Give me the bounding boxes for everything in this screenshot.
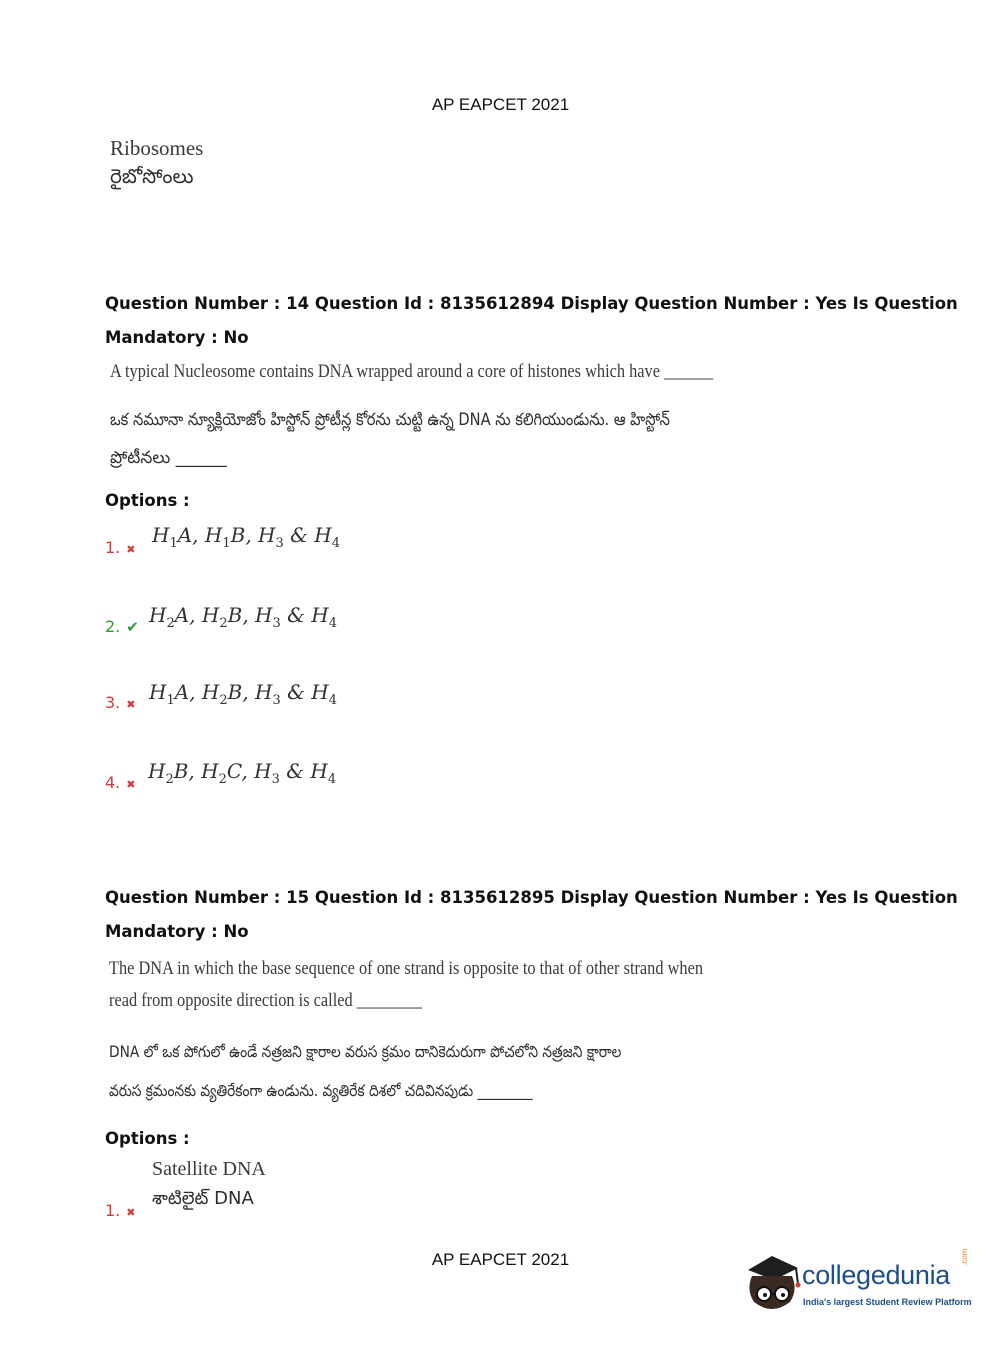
logo-suffix: .com xyxy=(960,1248,969,1266)
q14-option-2[interactable] xyxy=(105,617,139,636)
q14-text-en: A typical Nucleosome contains DNA wrapped around a core of histones which have ______ xyxy=(110,361,714,382)
q15-option-1-te: శాటిలైట్ DNA xyxy=(152,1188,254,1209)
q15-meta-line1: Question Number : 15 Question Id : 8135612895 Display Question Number : Yes Is Question xyxy=(105,888,958,907)
option-number: 3. xyxy=(105,693,121,712)
option-number: 1. xyxy=(105,538,121,557)
logo-wordmark: collegedunia xyxy=(802,1260,951,1290)
collegedunia-logo xyxy=(742,1250,972,1320)
q14-option-2-formula: $H_2A$, $H_2B$, $H_3$ & $H_4$ xyxy=(149,603,338,631)
option-number: 4. xyxy=(105,773,121,792)
mascot-icon xyxy=(742,1250,802,1316)
q15-option-1-en: Satellite DNA xyxy=(152,1158,266,1180)
prev-answer-te: రైబోసోంలు xyxy=(110,164,194,188)
q14-meta-line1: Question Number : 14 Question Id : 8135612894 Display Question Number : Yes Is Question xyxy=(105,294,958,313)
q14-meta-line2: Mandatory : No xyxy=(105,328,249,347)
q15-option-1[interactable] xyxy=(105,1201,135,1220)
q15-text-en-2: read from opposite direction is called ________ xyxy=(109,990,423,1011)
cross-mark-icon: ✖ xyxy=(126,1206,136,1219)
cross-mark-icon: ✖ xyxy=(126,543,136,556)
q15-text-te-2: వరుస క్రమంనకు వ్యతిరేకంగా ఉండును. వ్యతిరేక దిశలో చదివినపుడు ________ xyxy=(109,1081,533,1100)
q14-option-1[interactable] xyxy=(105,538,135,557)
prev-answer-en: Ribosomes xyxy=(110,136,204,160)
q14-text-te-1: ఒక నమూనా న్యూక్లియోజోం హిస్టోన్ ప్రోటీన్ల కోరను చుట్టి ఉన్న DNA ను కలిగియుండును. ఆ హిస్టోన్ xyxy=(110,410,670,430)
check-mark-icon: ✔ xyxy=(126,618,139,636)
q14-option-4-formula: $H_2B$, $H_2C$, $H_3$ & $H_4$ xyxy=(148,759,337,787)
q14-text-te-2: ప్రోటీనలు ______ xyxy=(110,448,227,468)
q14-option-1-formula: $H_1A$, $H_1B$, $H_3$ & $H_4$ xyxy=(152,523,341,551)
cross-mark-icon: ✖ xyxy=(126,698,136,711)
q14-option-4[interactable] xyxy=(105,773,135,792)
page-header: AP EAPCET 2021 xyxy=(431,95,570,114)
q15-text-en-1: The DNA in which the base sequence of one strand is opposite to that of other strand when xyxy=(109,958,704,979)
q14-options-label: Options : xyxy=(105,491,190,510)
option-number: 1. xyxy=(105,1201,121,1220)
q14-option-3[interactable] xyxy=(105,693,135,712)
cross-mark-icon: ✖ xyxy=(126,778,136,791)
page-footer: AP EAPCET 2021 xyxy=(431,1250,570,1269)
logo-tagline: India's largest Student Review Platform xyxy=(803,1297,972,1307)
q15-meta-line2: Mandatory : No xyxy=(105,922,249,941)
q15-options-label: Options : xyxy=(105,1129,190,1148)
q15-text-te-1: DNA లో ఒక పోగులో ఉండే నత్రజని క్షారాల వరుస క్రమం దానికెదురుగా పోచలోని నత్రజని క్షారాల xyxy=(109,1042,622,1061)
option-number: 2. xyxy=(105,617,121,636)
q14-option-3-formula: $H_1A$, $H_2B$, $H_3$ & $H_4$ xyxy=(149,680,338,708)
